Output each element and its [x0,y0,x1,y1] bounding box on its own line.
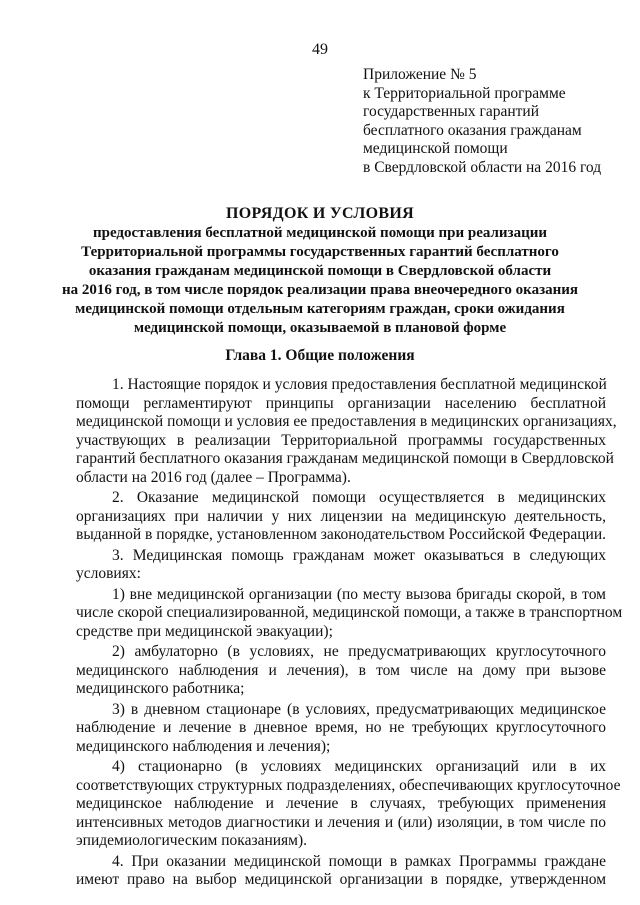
paragraph-line: средстве при медицинской эвакуации); [76,622,333,640]
page-number: 49 [312,41,328,58]
paragraph-line: 1) вне медицинской организации (по месту вызова бригады скорой, в том [112,585,606,603]
paragraph-line: 3. Медицинская помощь гражданам может оказываться в следующих [112,546,606,564]
paragraph [76,547,606,584]
subtitle-line: медицинской помощи отдельным категориям граждан, сроки ожидания [75,301,565,317]
paragraph [76,376,617,487]
paragraph-line: 2. Оказание медицинской помощи осуществляется в медицинских [112,489,606,506]
paragraph-line: 2) амбулаторно (в условиях, не предусматривающих круглосуточного [112,643,606,660]
paragraph-line: медицинской помощи и условия ее предоставления в медицинских организациях, [76,413,617,430]
paragraph-line: участвующих в реализации Территориальной программы государственных [76,431,606,449]
paragraph-line: соответствующих структурных подразделениях, обеспечивающих круглосуточное [76,776,621,794]
document-title: ПОРЯДОК И УСЛОВИЯ [226,205,414,222]
paragraph-line: интенсивных методов диагностики и лечения и (или) изоляции, в том числе по [76,813,606,831]
paragraph-line: медицинского наблюдения и лечения), в том числе на дому при вызове [76,661,606,679]
paragraph [76,758,621,851]
paragraph-line: наблюдение и лечение в дневное время, но не требующих круглосуточного [76,719,606,736]
paragraph-line: 3) в дневном стационаре (в условиях, предусматривающих медицинское [112,700,606,718]
paragraph-line: медицинское наблюдение и лечение в случаях, требующих применения [76,795,606,812]
paragraph-line: эпидемиологическим показаниям). [76,832,308,849]
appendix-line: к Территориальной программе [363,84,566,102]
paragraph-line: условиях: [76,565,141,582]
subtitle-line: Территориальной программы государственных гарантий бесплатного [81,244,559,260]
appendix-line: государственных гарантий [363,103,539,120]
chapter-heading: Глава 1. Общие положения [225,347,415,364]
paragraph-line: имеют право на выбор медицинской организации в порядке, утвержденном [76,871,606,888]
subtitle-line: оказания гражданам медицинской помощи в Свердловской области [88,263,552,279]
paragraph-line: медицинского наблюдения и лечения); [76,737,331,755]
subtitle-line: медицинской помощи, оказываемой в плановой форме [133,320,507,336]
appendix-line: медицинской помощи [363,140,508,157]
paragraph-line: организациях при наличии у них лицензии на медицинскую деятельность, [76,507,606,525]
appendix-line: в Свердловской области на 2016 год [363,158,602,176]
paragraph-line: числе скорой специализированной, медицинской помощи, а также в транспортном [76,604,623,621]
appendix-line: Приложение № 5 [363,66,477,83]
paragraph-line: гарантий бесплатного оказания гражданам медицинской помощи в Свердловской [76,450,614,467]
appendix-line: бесплатного оказания гражданам [363,121,582,139]
paragraph [76,489,606,545]
appendix-block [363,66,623,177]
paragraph [76,701,606,757]
paragraph-line: 4) стационарно (в условиях медицинских организаций или в их [112,758,606,775]
document-subtitle [60,224,580,338]
paragraph [76,853,606,890]
paragraph-line: 4. При оказании медицинской помощи в рамках Программы граждане [112,852,606,870]
paragraph [76,643,606,699]
body-text [76,376,623,892]
subtitle-line: на 2016 год, в том числе порядок реализации права внеочередного оказания [61,282,579,298]
paragraph-line: выданной в порядке, установленном законодательством Российской Федерации. [76,526,607,543]
paragraph [76,585,623,642]
paragraph-line: области на 2016 год (далее – Программа). [76,468,351,486]
subtitle-line: предоставления бесплатной медицинской помощи при реализации [92,225,548,241]
paragraph-line: медицинского работника; [76,680,245,697]
paragraph-line: 1. Настоящие порядок и условия предоставления бесплатной медицинской [112,376,607,393]
paragraph-line: помощи регламентируют принципы организации населению бесплатной [76,394,606,412]
